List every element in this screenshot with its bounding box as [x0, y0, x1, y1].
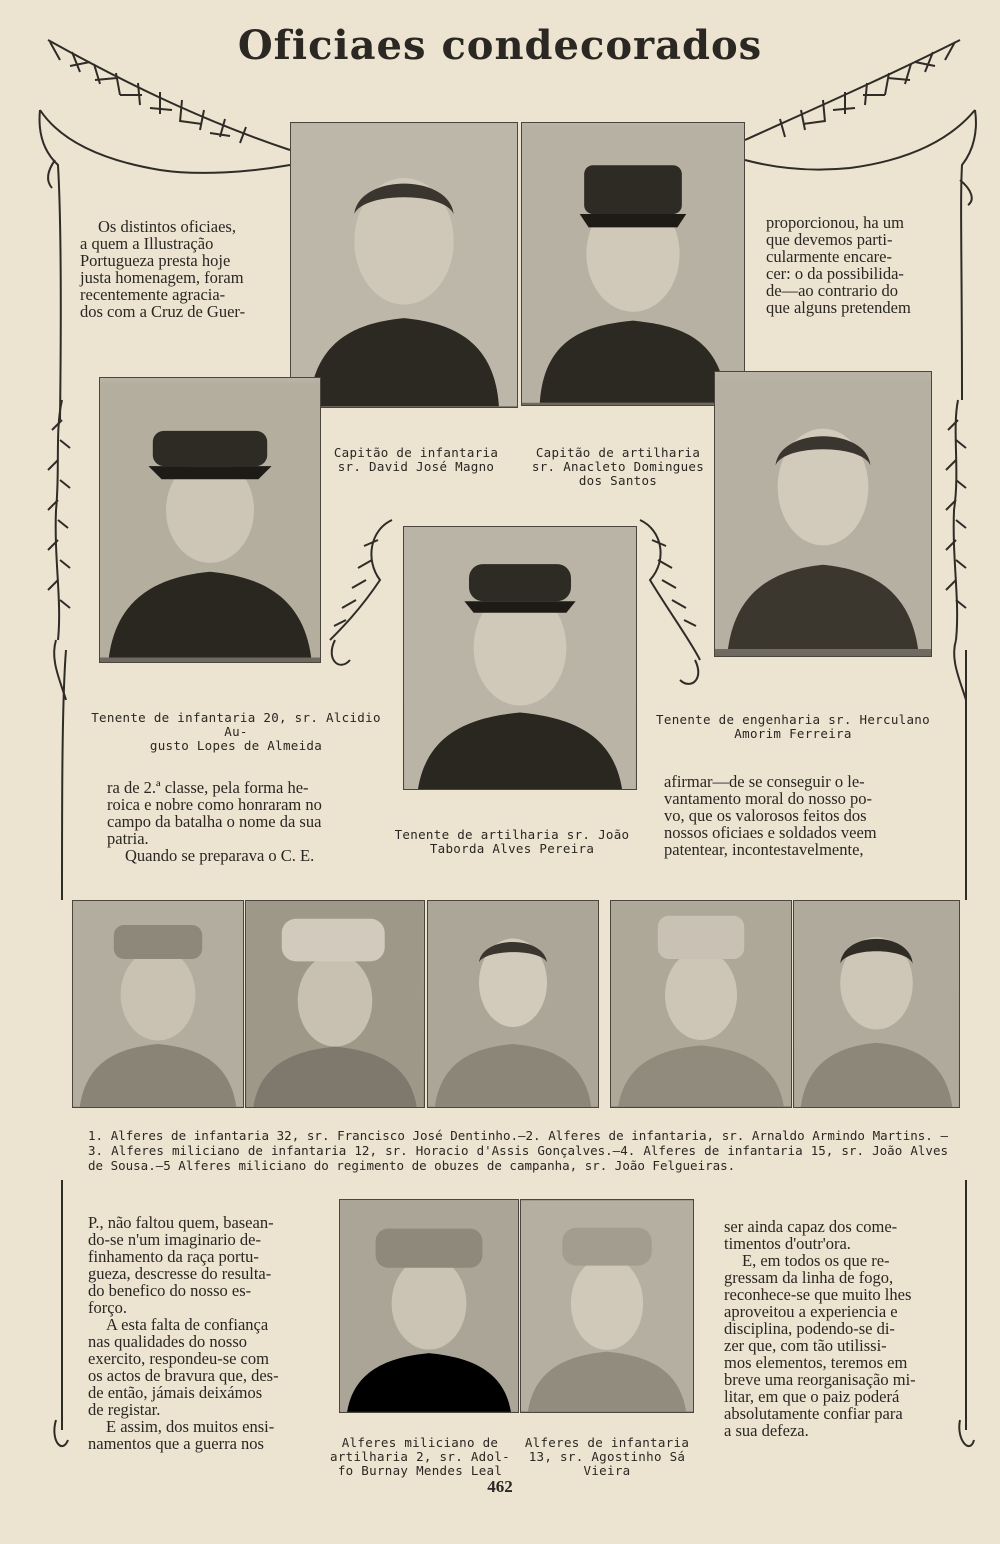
text-line: gueza, descresse do resulta- — [88, 1264, 272, 1283]
portrait-anacleto-domingues-dos-santos — [521, 122, 745, 406]
portrait-horacio-dassis-goncalves — [427, 900, 599, 1108]
portrait-arnaldo-armindo-martins — [245, 900, 425, 1108]
text-line: exercito, respondeu-se com — [88, 1349, 269, 1368]
caption-line: Tenente de engenharia sr. Herculano — [656, 712, 930, 727]
text-line: mos elementos, teremos em — [724, 1353, 908, 1372]
caption-ferreira — [636, 713, 950, 741]
text-line: roica e nobre como honraram no — [107, 795, 322, 814]
text-line: ra de 2.ª classe, pela forma he- — [107, 778, 309, 797]
portrait-illustration — [428, 901, 598, 1107]
caption-line: Tenente de infantaria 20, sr. Alcidio Au- — [91, 710, 381, 739]
text-line: a sua defeza. — [724, 1421, 809, 1440]
text-line: que alguns pretendem — [766, 298, 911, 317]
caption-line: Amorim Ferreira — [734, 726, 852, 741]
caption-line: fo Burnay Mendes Leal — [337, 1463, 503, 1478]
text-line: Os distintos oficiaes, — [98, 217, 236, 236]
left-bottom-text — [88, 1214, 310, 1452]
caption-line: Taborda Alves Pereira — [429, 841, 595, 856]
portrait-illustration — [715, 372, 931, 656]
text-line: Portugueza presta hoje — [80, 251, 231, 270]
text-line: afirmar—de se conseguir o le- — [664, 772, 865, 791]
caption-line: sr. David José Magno — [337, 459, 495, 474]
text-line: disciplina, podendo-se di- — [724, 1319, 895, 1338]
caption-magno — [318, 446, 514, 474]
caption-line: 13, sr. Agostinho Sá — [528, 1449, 686, 1464]
portrait-joao-alves-de-sousa — [610, 900, 792, 1108]
intro-text — [80, 218, 268, 320]
text-line: aproveitou a experiencia e — [724, 1302, 898, 1321]
text-line: de—ao contrario do — [766, 281, 898, 300]
text-line: breve uma reorganisação mi- — [724, 1370, 916, 1389]
text-line: de então, jámais deixámos — [88, 1383, 263, 1402]
text-line: vantamento moral do nosso po- — [664, 789, 873, 808]
caption-almeida — [76, 711, 396, 753]
portrait-illustration — [521, 1200, 693, 1412]
portrait-illustration — [100, 378, 320, 662]
text-line: A esta falta de confiança — [106, 1315, 269, 1334]
caption-line: Alferes de infantaria — [524, 1435, 690, 1450]
portrait-illustration — [794, 901, 959, 1107]
text-line: nas qualidades do nosso — [88, 1332, 248, 1351]
text-line: vo, que os valorosos feitos dos — [664, 806, 867, 825]
caption-leal — [330, 1436, 510, 1478]
text-line: absolutamente confiar para — [724, 1404, 903, 1423]
text-line: timentos d'outr'ora. — [724, 1234, 851, 1253]
text-line: proporcionou, ha um — [766, 213, 904, 232]
portrait-herculano-amorim-ferreira — [714, 371, 932, 657]
portrait-alcidio-augusto-lopes-de-almeida — [99, 377, 321, 663]
caption-line: sr. Anacleto Domingues — [531, 459, 705, 474]
right-top-text — [766, 214, 938, 316]
text-line: E assim, dos muitos ensi- — [106, 1417, 275, 1436]
text-line: namentos que a guerra nos — [88, 1434, 264, 1453]
portrait-illustration — [522, 123, 744, 405]
portrait-joao-felgueiras — [793, 900, 960, 1108]
text-line: cer: o da possibilida- — [766, 264, 904, 283]
portrait-illustration — [611, 901, 791, 1107]
page-number: 462 — [487, 1477, 513, 1496]
text-line: zer que, com tão utilissi- — [724, 1336, 887, 1355]
caption-line: dos Santos — [578, 473, 658, 488]
caption-line: Vieira — [583, 1463, 631, 1478]
portrait-illustration — [246, 901, 424, 1107]
text-line: recentemente agracia- — [80, 285, 226, 304]
caption-line: gusto Lopes de Almeida — [149, 738, 323, 753]
caption-line: Capitão de infantaria — [333, 445, 499, 460]
caption-vieira — [520, 1436, 694, 1478]
text-line: ser ainda capaz dos come- — [724, 1217, 898, 1236]
text-line: gressam da linha de fogo, — [724, 1268, 894, 1287]
caption-group-alferes: 1. Alferes de infantaria 32, sr. Francisco José Dentinho.—2. Alferes de infantaria, sr. Arnaldo Armindo Martins. —3. Alferes miliciano de infantaria 12, sr. Horacio d'Assis Gonçalves.—4. Alferes de infantaria 15, sr. João Alves de Sousa.—5 Alferes miliciano do regimento de obuzes de campanha, sr. João Felgueiras. — [88, 1128, 948, 1173]
caption-line: Capitão de artilharia — [535, 445, 701, 460]
text-line: do-se n'um imaginario de- — [88, 1230, 261, 1249]
portrait-illustration — [404, 527, 636, 789]
portrait-adolfo-burnay-mendes-leal — [339, 1199, 519, 1413]
caption-santos — [520, 446, 716, 488]
text-line: que devemos parti- — [766, 230, 893, 249]
text-line: os actos de bravura que, des- — [88, 1366, 279, 1385]
portrait-illustration — [291, 123, 517, 407]
text-line: nossos oficiaes e soldados veem — [664, 823, 877, 842]
text-line: E, em todos os que re- — [742, 1251, 890, 1270]
page-title: Oficiaes condecorados — [237, 22, 763, 69]
text-line: patentear, incontestavelmente, — [664, 840, 864, 859]
text-line: litar, em que o paiz poderá — [724, 1387, 900, 1406]
text-line: finhamento da raça portu- — [88, 1247, 259, 1266]
portrait-joao-taborda-alves-pereira — [403, 526, 637, 790]
text-line: dos com a Cruz de Guer- — [80, 302, 246, 321]
text-line: forço. — [88, 1298, 127, 1317]
text-line: justa homenagem, foram — [80, 268, 244, 287]
caption-line: Alferes miliciano de — [341, 1435, 499, 1450]
text-line: cularmente encare- — [766, 247, 892, 266]
text-line: do benefico do nosso es- — [88, 1281, 252, 1300]
caption-pereira — [384, 828, 640, 856]
text-line: P., não faltou quem, basean- — [88, 1213, 274, 1232]
text-line: reconhece-se que muito lhes — [724, 1285, 912, 1304]
portrait-illustration — [73, 901, 243, 1107]
text-line: a quem a Illustração — [80, 234, 214, 253]
portrait-illustration — [340, 1200, 518, 1412]
text-line: de registar. — [88, 1400, 161, 1419]
text-line: patria. — [107, 829, 149, 848]
portrait-francisco-jose-dentinho — [72, 900, 244, 1108]
right-mid-text — [664, 773, 918, 858]
portrait-agostinho-sa-vieira — [520, 1199, 694, 1413]
right-bottom-text — [724, 1218, 944, 1439]
caption-line: artilharia 2, sr. Adol- — [330, 1449, 510, 1464]
text-line: campo da batalha o nome da sua — [107, 812, 322, 831]
left-mid-text — [107, 779, 361, 864]
caption-line: Tenente de artilharia sr. João — [394, 827, 630, 842]
portrait-david-jose-magno — [290, 122, 518, 408]
text-line: Quando se preparava o C. E. — [125, 846, 315, 865]
